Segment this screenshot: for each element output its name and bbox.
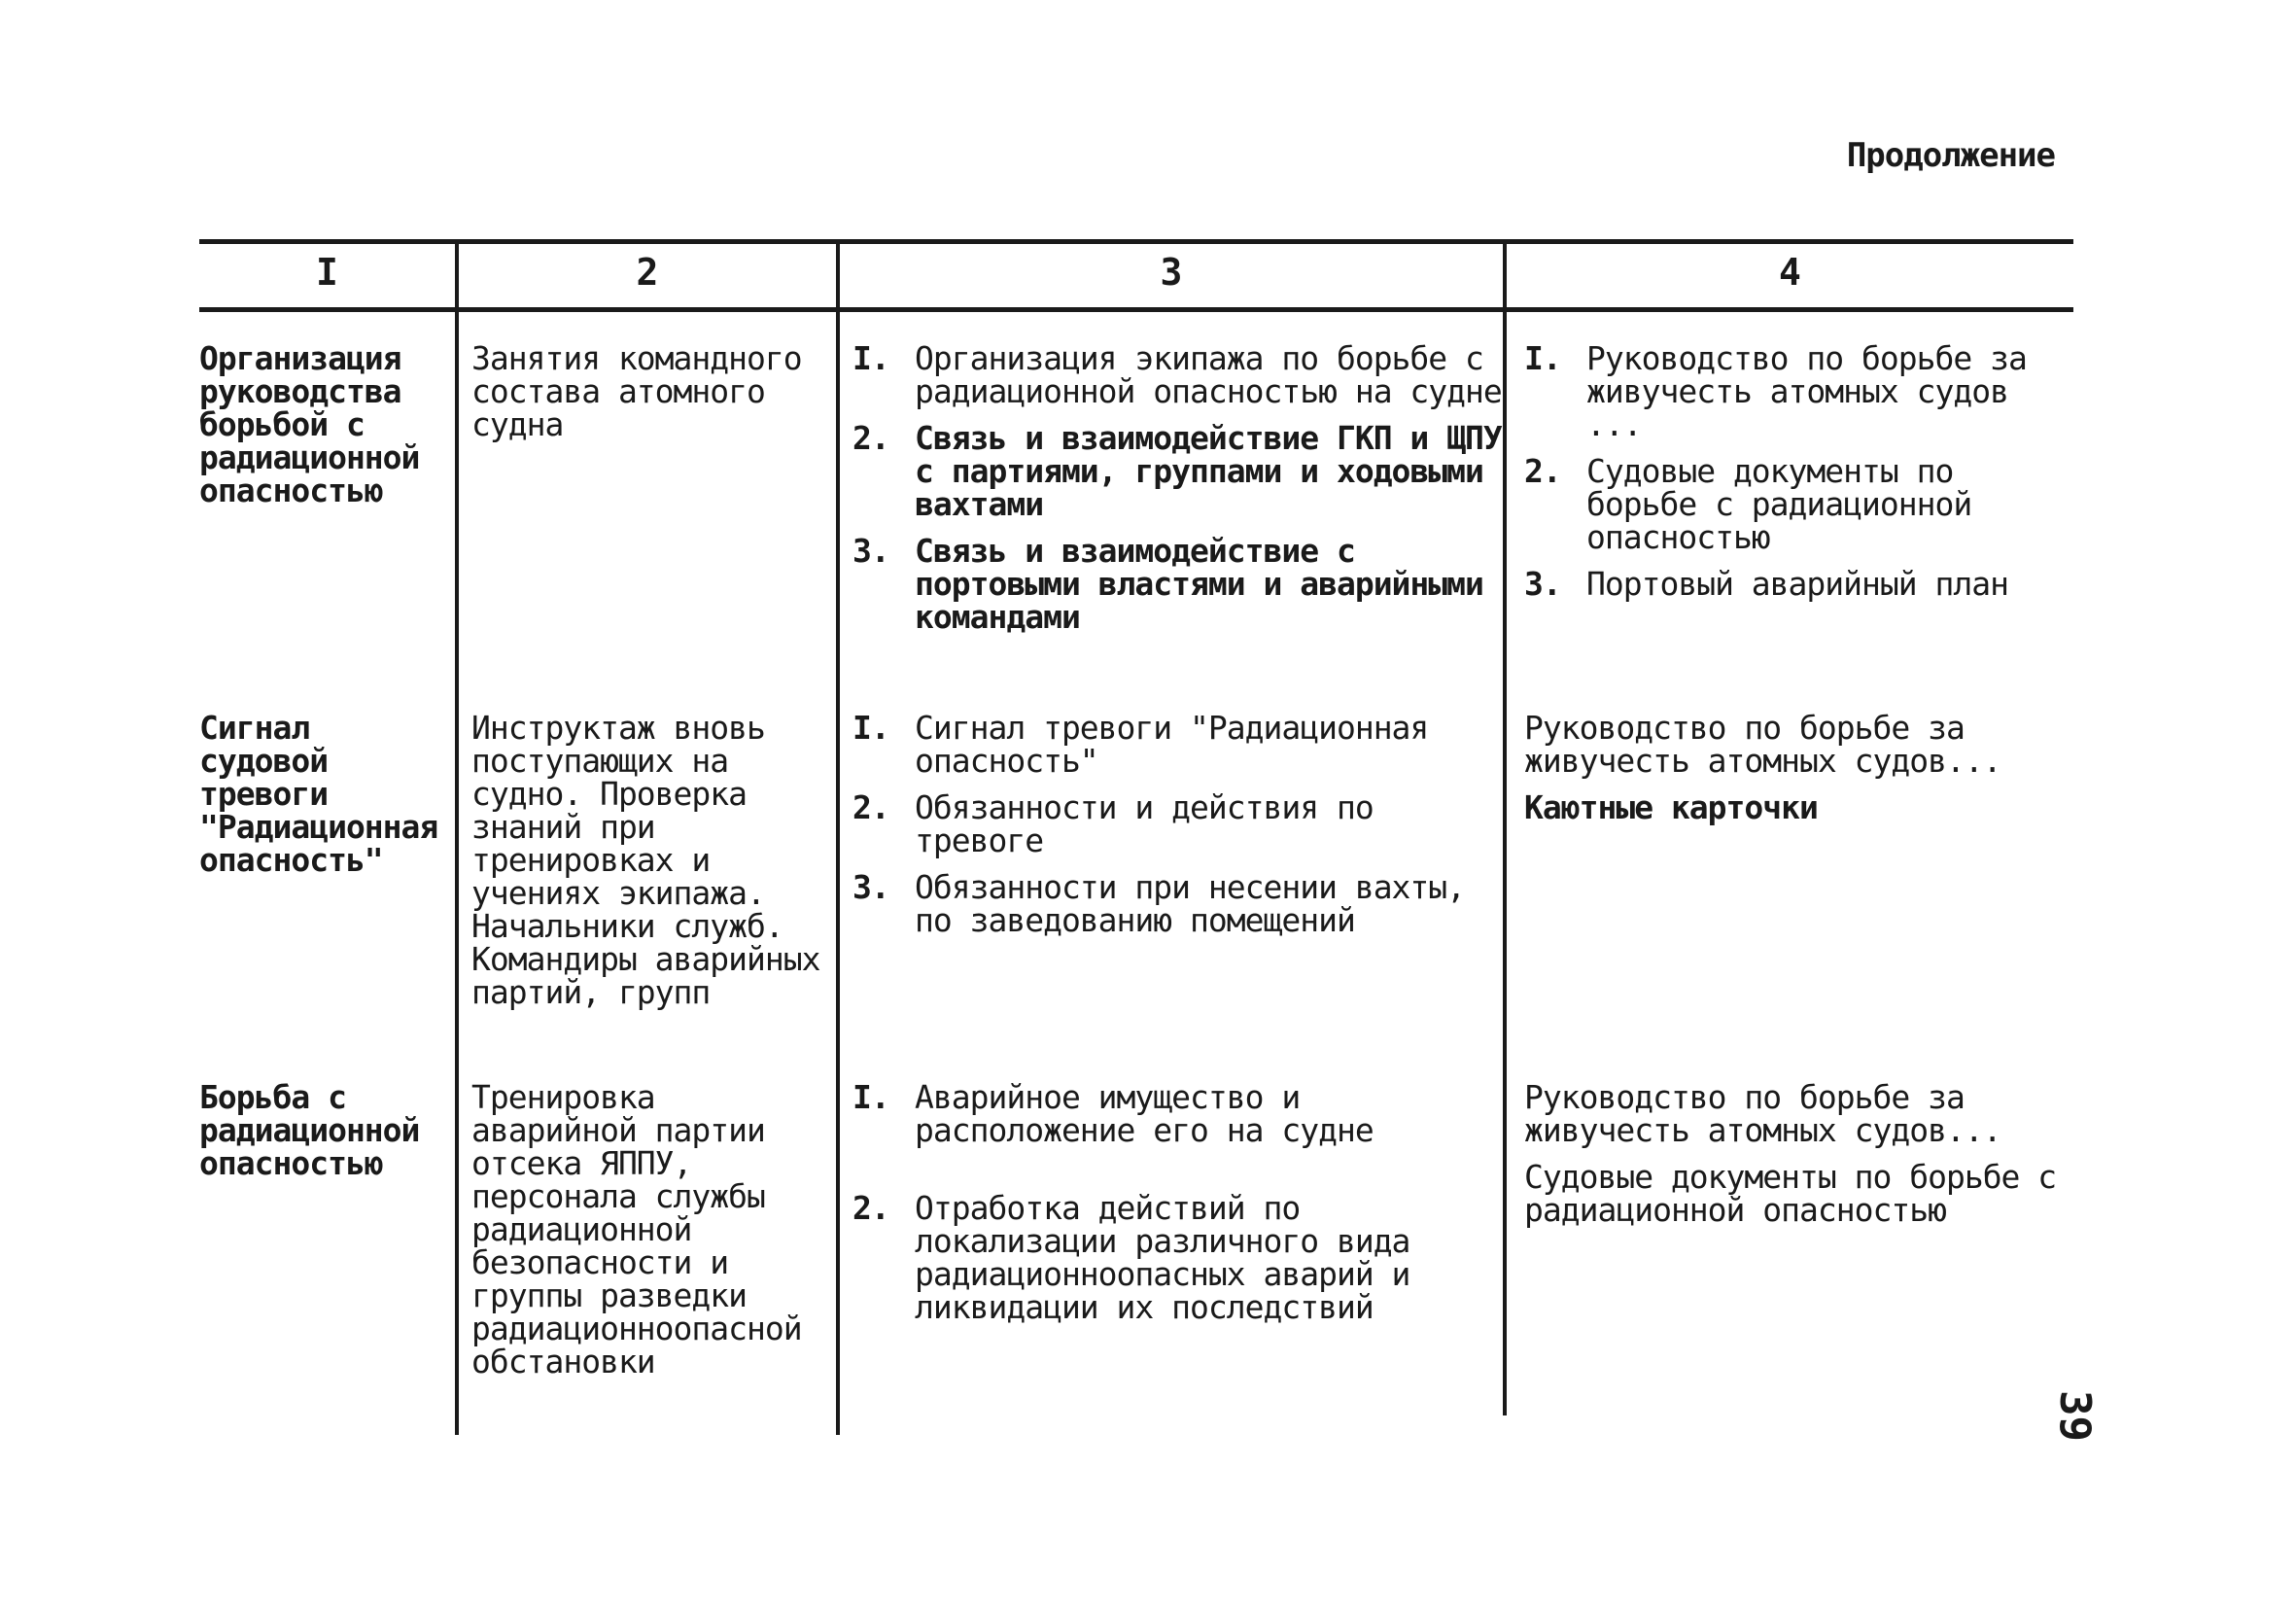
row2-content-item-3 bbox=[852, 868, 1504, 939]
row1-content bbox=[852, 339, 1504, 647]
row1-references bbox=[1524, 339, 2069, 614]
column-divider-2 bbox=[836, 239, 840, 1435]
item-number: 3. bbox=[852, 532, 889, 570]
column-header-3: 3 bbox=[1160, 251, 1183, 294]
item-text: Обязанности и действия по тревоге bbox=[915, 788, 1374, 859]
row3-content-item-1 bbox=[852, 1078, 1504, 1149]
row1-reference-3 bbox=[1524, 565, 2069, 603]
item-number: 3. bbox=[852, 868, 889, 906]
item-text: Сигнал тревоги "Радиационная опасность" bbox=[915, 709, 1429, 780]
item-number: 3. bbox=[1524, 565, 1561, 603]
row1-content-item-1 bbox=[852, 339, 1504, 410]
row3-content-item-2 bbox=[852, 1189, 1504, 1326]
row2-form: Инструктаж вновь поступающих на судно. Проверка знаний при тренировках и учениях экипажа. Начальники служб. Командиры аварийных партий, групп bbox=[471, 709, 820, 1011]
item-text: Аварийное имущество и расположение его на судне bbox=[915, 1078, 1374, 1149]
row2-references bbox=[1524, 709, 2069, 838]
row2-content-item-2 bbox=[852, 788, 1504, 859]
item-text: Обязанности при несении вахты, по заведованию помещений bbox=[915, 868, 1466, 939]
column-header-1: I bbox=[316, 251, 338, 294]
row2-content-item-1 bbox=[852, 709, 1504, 780]
column-header-2: 2 bbox=[636, 251, 659, 294]
table-top-rule bbox=[199, 239, 2073, 244]
row1-form: Занятия командного состава атомного судна bbox=[471, 339, 802, 443]
column-header-4: 4 bbox=[1779, 251, 1801, 294]
row1-topic: Организация руководства борьбой с радиационной опасностью bbox=[199, 339, 420, 509]
row3-content bbox=[852, 1078, 1504, 1338]
item-number: I. bbox=[852, 1078, 889, 1116]
page-number: 39 bbox=[2050, 1390, 2100, 1442]
row1-content-item-3 bbox=[852, 532, 1504, 636]
row2-reference-2: Каютные карточки bbox=[1524, 788, 1818, 826]
item-number: 2. bbox=[852, 788, 889, 826]
row3-references bbox=[1524, 1078, 2069, 1240]
row3-topic: Борьба с радиационной опасностью bbox=[199, 1078, 420, 1182]
row3-reference-2: Судовые документы по борьбе с радиационной опасностью bbox=[1524, 1158, 2057, 1229]
item-text: Связь и взаимодействие ГКП и ЩПУ с партиями, группами и ходовыми вахтами bbox=[915, 419, 1502, 523]
row3-reference-1: Руководство по борьбе за живучесть атомных судов... bbox=[1524, 1078, 2001, 1149]
item-number: I. bbox=[852, 709, 889, 747]
item-number: 2. bbox=[1524, 452, 1561, 490]
item-text: Связь и взаимодействие с портовыми властями и аварийными командами bbox=[915, 532, 1483, 636]
table-header-rule bbox=[199, 307, 2073, 312]
row2-content bbox=[852, 709, 1504, 951]
row1-content-item-2 bbox=[852, 419, 1504, 523]
item-text: Отработка действий по локализации различного вида радиационноопасных аварий и ликвидации их последствий bbox=[915, 1189, 1410, 1326]
row3-form: Тренировка аварийной партии отсека ЯППУ, персонала службы радиационной безопасности и группы разведки радиационноопасной обстановки bbox=[471, 1078, 802, 1380]
row1-reference-1 bbox=[1524, 339, 2069, 443]
item-number: I. bbox=[852, 339, 889, 377]
row1-reference-2 bbox=[1524, 452, 2069, 556]
item-number: I. bbox=[1524, 339, 1561, 377]
item-number: 2. bbox=[852, 1189, 889, 1227]
row2-reference-1: Руководство по борьбе за живучесть атомных судов... bbox=[1524, 709, 2001, 780]
column-divider-1 bbox=[455, 239, 459, 1435]
item-text: Портовый аварийный план bbox=[1586, 565, 2008, 603]
item-number: 2. bbox=[852, 419, 889, 457]
item-text: Судовые документы по борьбе с радиационной опасностью bbox=[1586, 452, 1972, 556]
item-text: Организация экипажа по борьбе с радиационной опасностью на судне bbox=[915, 339, 1502, 410]
continued-label: Продолжение bbox=[1846, 136, 2055, 175]
row2-topic: Сигнал судовой тревоги "Радиационная опасность" bbox=[199, 709, 438, 879]
item-text: Руководство по борьбе за живучесть атомных судов ... bbox=[1586, 339, 2027, 443]
